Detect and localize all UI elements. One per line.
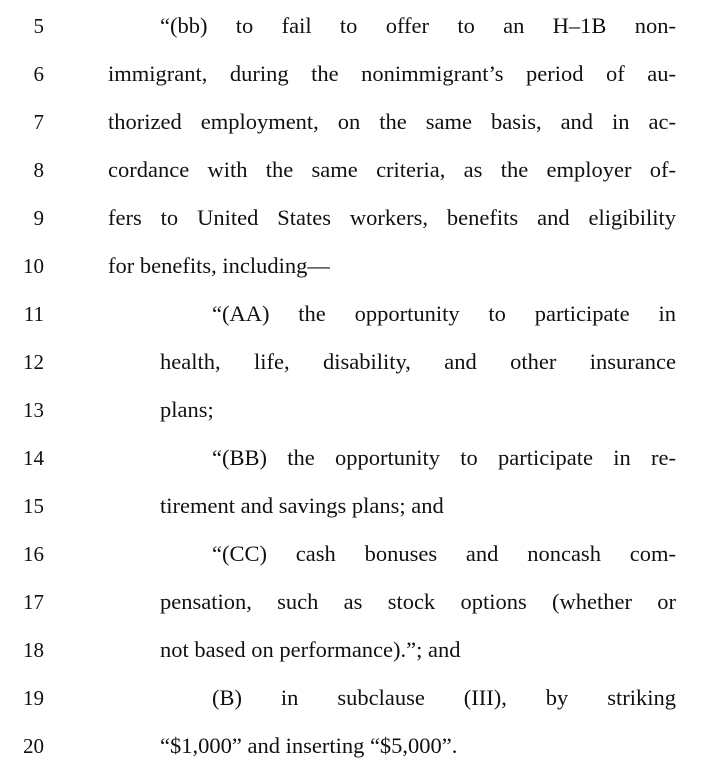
line-text: “(bb) to fail to offer to an H–1B non- [160, 13, 676, 38]
line-number: 11 [23, 302, 44, 326]
line-text: pensation, such as stock options (whether or [160, 589, 676, 614]
line-number: 6 [33, 62, 44, 86]
line-number: 19 [23, 686, 44, 710]
text-line [0, 251, 706, 281]
text-line [0, 347, 706, 377]
line-number: 8 [33, 158, 44, 182]
line-number: 10 [23, 254, 44, 278]
line-text: cordance with the same criteria, as the employer of- [108, 157, 676, 182]
line-text: thorized employment, on the same basis, and in ac- [108, 109, 676, 134]
text-line [0, 587, 706, 617]
line-text: fers to United States workers, benefits and eligibility [108, 205, 676, 230]
text-line [0, 11, 706, 41]
line-text: health, life, disability, and other insurance [160, 349, 676, 374]
line-number: 5 [33, 14, 44, 38]
line-text: “(CC) cash bonuses and noncash com- [212, 541, 676, 566]
line-text: tirement and savings plans; and [160, 493, 444, 518]
text-line [0, 155, 706, 185]
line-number: 18 [23, 638, 44, 662]
line-number: 14 [23, 446, 44, 470]
line-number: 20 [23, 734, 44, 758]
line-number: 17 [23, 590, 44, 614]
line-number: 16 [23, 542, 44, 566]
text-line [0, 683, 706, 713]
line-number: 7 [33, 110, 44, 134]
line-text: (B) in subclause (III), by striking [212, 685, 676, 710]
text-line [0, 395, 706, 425]
text-line [0, 299, 706, 329]
line-text: “(AA) the opportunity to participate in [212, 301, 676, 326]
line-text: not based on performance).”; and [160, 637, 461, 662]
text-line [0, 635, 706, 665]
line-text: “(BB) the opportunity to participate in re- [212, 445, 676, 470]
line-number: 15 [23, 494, 44, 518]
line-text: plans; [160, 397, 214, 422]
line-number: 9 [33, 206, 44, 230]
line-number: 12 [23, 350, 44, 374]
text-line [0, 107, 706, 137]
line-text: immigrant, during the nonimmigrant’s period of au- [108, 61, 676, 86]
text-line [0, 491, 706, 521]
line-number: 13 [23, 398, 44, 422]
text-line [0, 731, 706, 761]
line-text: “$1,000” and inserting “$5,000”. [160, 733, 458, 758]
text-line [0, 539, 706, 569]
line-text: for benefits, including— [108, 253, 330, 278]
text-line [0, 203, 706, 233]
text-line [0, 59, 706, 89]
text-line [0, 443, 706, 473]
